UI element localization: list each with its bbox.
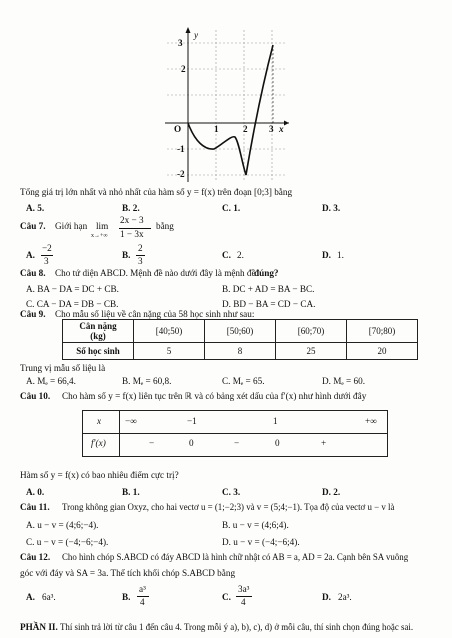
q7-suffix: bằng [156, 221, 174, 231]
q7-option-d-text: 1. [337, 250, 344, 260]
q7-option-c-letter[interactable]: C. [222, 250, 231, 260]
part2-text: Thí sinh trả lời từ câu 1 đến câu 4. Trong mỗi ý a), b), c), d) ở mỗi câu, thí sinh chọn đúng hoặc sai. [60, 622, 414, 632]
q7-fraction-den: 1 − 3x [120, 229, 144, 239]
q9-option-b[interactable]: B. Mₑ = 60,8. [122, 376, 172, 386]
graph-y-tick-neg1: -1 [177, 144, 185, 154]
q9-prompt: Cho mẫu số liệu về cân nặng của 58 học sinh như sau: [55, 309, 255, 319]
part2-label: PHẦN II. [20, 622, 58, 632]
q11-label: Câu 11. [20, 502, 50, 512]
table-row [83, 411, 387, 434]
q7-option-c-text: 2. [237, 250, 244, 260]
q10-option-d[interactable]: D. 2. [322, 487, 341, 497]
q7-prompt: Giới hạn [55, 221, 88, 231]
table-header-cell: Cân nặng (kg) [63, 320, 134, 343]
q9-option-d[interactable]: D. Mₑ = 60. [322, 376, 366, 386]
q7-option-a-num: −2 [42, 243, 52, 253]
table-cell: 20 [347, 343, 418, 360]
q8-prompt-emph: đúng? [254, 268, 279, 278]
q7-option-b-den: 3 [138, 256, 143, 266]
sign-1: − [149, 438, 155, 448]
q11-option-b[interactable]: B. u − v = (4;6;4). [222, 520, 289, 530]
q8-label: Câu 8. [20, 268, 46, 278]
q6-option-d[interactable]: D. 3. [322, 203, 341, 213]
sign-x-1: 1 [273, 416, 278, 426]
graph-y-tick-neg2: -2 [177, 169, 185, 179]
q12-option-c-letter[interactable]: C. [222, 592, 231, 602]
q10-option-a[interactable]: A. 0. [26, 487, 45, 497]
q6-option-a[interactable]: A. 5. [26, 203, 45, 213]
sign-3: + [321, 438, 327, 448]
table-cell: [70;80) [347, 320, 418, 343]
table-cell: [60;70) [276, 320, 347, 343]
graph-x-tick-1: 1 [214, 124, 219, 134]
q9-label: Câu 9. [20, 309, 46, 319]
q12-option-d-letter[interactable]: D. [322, 592, 331, 602]
table-cell: 5 [134, 343, 205, 360]
graph-x-tick-3: 3 [269, 124, 274, 134]
q8-option-b[interactable]: B. DC + AD = BA − BC. [222, 284, 315, 294]
q12-option-b-den: 4 [140, 597, 145, 607]
graph-x-label: x [279, 124, 284, 134]
sign-zero-2: 0 [275, 438, 280, 448]
q6-option-c[interactable]: C. 1. [222, 203, 241, 213]
q12-option-a-text: 6a³. [42, 592, 56, 602]
q10-prompt: Cho hàm số y = f(x) liên tục trên ℝ và có bảng xét dấu của f′(x) như hình dưới đây [62, 391, 367, 401]
q10-after: Hàm số y = f(x) có bao nhiêu điểm cực trị? [20, 470, 179, 480]
q10-option-c[interactable]: C. 3. [222, 487, 241, 497]
q12-option-b-letter[interactable]: B. [122, 592, 131, 602]
table-cell: 8 [205, 343, 276, 360]
q8-option-a[interactable]: A. BA − DA = DC + CB. [26, 284, 119, 294]
sign-x-neg-inf: −∞ [125, 416, 137, 426]
graph-y-tick-3: 3 [178, 38, 183, 48]
q7-lim-sub: x→+∞ [91, 233, 108, 239]
q11-option-a[interactable]: A. u − v = (4;6;−4). [26, 520, 99, 530]
q10-option-b[interactable]: B. 1. [122, 487, 140, 497]
graph-x-tick-2: 2 [243, 124, 248, 134]
q10-label: Câu 10. [20, 391, 51, 401]
table-cell: 25 [276, 343, 347, 360]
q8-option-c[interactable]: C. CA − DA = DB − CB. [26, 299, 119, 309]
sign-x-pos-inf: +∞ [365, 416, 377, 426]
q9-option-a[interactable]: A. Mₑ = 66,4. [26, 376, 76, 386]
q11-option-d[interactable]: D. u − v = (−4;−6;4). [222, 537, 300, 547]
q8-prompt: Cho tứ diện ABCD. Mệnh đề nào dưới đây là mệnh đề [55, 268, 256, 278]
q12-prompt: Cho hình chóp S.ABCD có đáy ABCD là hình chữ nhật có AB = a, AD = 2a. Cạnh bên SA vuông [62, 552, 409, 562]
graph-origin: O [174, 124, 182, 134]
q10-sign-table [82, 410, 388, 457]
q12-option-c-num: 3a³ [238, 584, 250, 594]
q7-label: Câu 7. [20, 221, 46, 231]
sign-fp-label: f′(x) [91, 438, 106, 448]
sign-zero-1: 0 [189, 438, 194, 448]
table-row [83, 433, 387, 455]
table-cell: [50;60) [205, 320, 276, 343]
table-header-cell: Số học sinh [63, 343, 134, 360]
q12-option-d-text: 2a³. [338, 592, 352, 602]
table-row [63, 320, 418, 343]
graph-y-tick-2: 2 [181, 64, 186, 74]
q11-option-c[interactable]: C. u − v = (−4;−6;−4). [26, 537, 109, 547]
function-graph [165, 25, 295, 183]
q7-fraction-num: 2x − 3 [120, 215, 144, 225]
q7-option-a-letter[interactable]: A. [26, 250, 35, 260]
sign-2: − [234, 438, 240, 448]
q11-prompt: Trong không gian Oxyz, cho hai vectơ u = (1;−2;3) và v = (5;4;−1). Tọa độ của vectơ u − v là [62, 502, 395, 512]
sign-x-label: x [97, 416, 102, 426]
q8-option-d[interactable]: D. BD − BA = CD − CA. [222, 299, 316, 309]
q7-option-a-den: 3 [44, 256, 49, 266]
divider [119, 411, 120, 456]
q7-option-b-num: 2 [138, 243, 143, 253]
q12-option-c-den: 4 [241, 597, 246, 607]
q9-option-c[interactable]: C. Mₑ = 65. [222, 376, 265, 386]
q12-label: Câu 12. [20, 552, 51, 562]
q7-lim: lim [96, 221, 109, 231]
table-cell: [40;50) [134, 320, 205, 343]
q12-option-b-num: a³ [139, 584, 146, 594]
sign-x-neg1: −1 [187, 416, 197, 426]
q6-prompt: Tổng giá trị lớn nhất và nhỏ nhất của hàm số y = f(x) trên đoạn [0;3] bằng [20, 187, 293, 197]
q9-frequency-table [62, 319, 418, 360]
graph-y-label: y [194, 30, 199, 40]
q9-after: Trung vị mẫu số liệu là [20, 363, 106, 373]
q12-prompt-2: góc với đáy và SA = 3a. Thể tích khối chóp S.ABCD bằng [20, 568, 236, 578]
table-row [63, 343, 418, 360]
q6-option-b[interactable]: B. 2. [122, 203, 140, 213]
q7-option-b-letter[interactable]: B. [122, 250, 131, 260]
q12-option-a-letter[interactable]: A. [26, 592, 35, 602]
q7-option-d-letter[interactable]: D. [322, 250, 331, 260]
